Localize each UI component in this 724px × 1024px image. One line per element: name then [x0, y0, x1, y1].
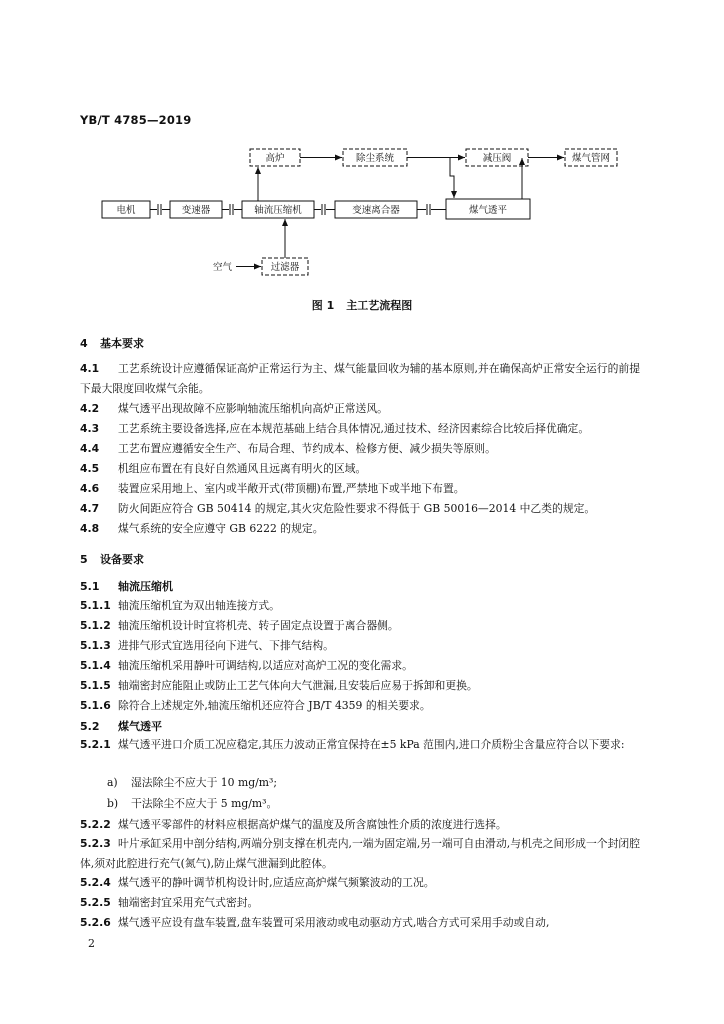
node-motor: [102, 201, 150, 218]
list-label: a): [107, 776, 118, 789]
clause-4-1: [80, 359, 640, 399]
node-clutch-label: 变速离合器: [352, 205, 400, 216]
node-variable-speed-clutch: [335, 201, 417, 218]
clause-5-1-1: [80, 596, 640, 616]
clause-text: 除符合上述规定外,轴流压缩机还应符合 JB/T 4359 的相关要求。: [118, 699, 431, 712]
node-prv-label: 减压阀: [482, 153, 512, 164]
clause-number: 5.1.4: [80, 659, 111, 672]
clause-number: 5.1.5: [80, 679, 111, 692]
page-number: 2: [88, 937, 95, 950]
section-5-heading: [80, 551, 144, 567]
section-number: 5: [80, 553, 88, 566]
clause-5-2-3: [80, 834, 640, 874]
node-dust-removal: [343, 149, 407, 166]
process-flow-diagram: [0, 0, 724, 290]
clause-text: 煤气透平零部件的材料应根据高炉煤气的温度及所含腐蚀性介质的浓度进行选择。: [118, 818, 507, 831]
subsection-number: 5.2: [80, 720, 100, 733]
node-gas-network: [565, 149, 617, 166]
clause-text: 煤气系统的安全应遵守 GB 6222 的规定。: [118, 522, 324, 535]
clause-4-2: [80, 399, 640, 419]
clause-number: 4.3: [80, 422, 100, 435]
clause-text: 煤气透平进口介质工况应稳定,其压力波动正常宜保持在±5 kPa 范围内,进口介质粉尘含量应符合以下要求:: [118, 738, 625, 751]
clause-5-2-6: [80, 913, 640, 933]
node-motor-label: 电机: [116, 205, 136, 216]
clause-4-7: [80, 499, 640, 519]
clause-number: 5.1.3: [80, 639, 111, 652]
clause-number: 4.5: [80, 462, 100, 475]
clause-number: 5.1.2: [80, 619, 111, 632]
clause-text: 轴流压缩机设计时宜将机壳、转子固定点设置于离合器侧。: [118, 619, 399, 632]
clause-number: 5.2.5: [80, 896, 111, 909]
clause-4-6: [80, 479, 640, 499]
clause-number: 4.6: [80, 482, 100, 495]
clause-number: 5.2.4: [80, 876, 111, 889]
subsection-title: 煤气透平: [118, 720, 162, 733]
clause-number: 5.1.6: [80, 699, 111, 712]
subsection-5-1-heading: [80, 578, 173, 594]
section-4-heading: [80, 335, 144, 351]
subsection-title: 轴流压缩机: [118, 580, 173, 593]
clause-text: 煤气透平应设有盘车装置,盘车装置可采用液动或电动驱动方式,啮合方式可采用手动或自动,: [118, 916, 550, 929]
clause-text: 煤气透平的静叶调节机构设计时,应适应高炉煤气频繁波动的工况。: [118, 876, 435, 889]
clause-4-3: [80, 419, 640, 439]
clause-4-8: [80, 519, 640, 539]
clause-text: 煤气透平出现故障不应影响轴流压缩机向高炉正常送风。: [118, 402, 388, 415]
clause-number: 5.2.6: [80, 916, 111, 929]
dust-requirement-b: [107, 796, 277, 811]
clause-number: 4.1: [80, 362, 100, 375]
node-gas-network-label: 煤气管网: [571, 153, 611, 164]
clause-text: 叶片承缸采用中剖分结构,两端分别支撑在机壳内,一端为固定端,另一端可自由滑动,与机壳之间形成一个封闭腔体,须对此腔进行充气(氮气),防止煤气泄漏到此腔体。: [80, 837, 640, 870]
node-gearbox: [170, 201, 222, 218]
node-gas-blower: [446, 199, 530, 219]
clause-number: 4.2: [80, 402, 100, 415]
clause-text: 轴端密封应能阻止或防止工艺气体向大气泄漏,且安装后应易于拆卸和更换。: [118, 679, 478, 692]
clause-text: 工艺系统设计应遵循保证高炉正常运行为主、煤气能量回收为辅的基本原则,并在确保高炉正常安全运行的前提下最大限度回收煤气余能。: [80, 362, 640, 395]
clause-text: 进排气形式宜选用径向下进气、下排气结构。: [118, 639, 334, 652]
section-title: 设备要求: [100, 553, 144, 566]
clause-number: 5.2.2: [80, 818, 111, 831]
document-code-header: YB/T 4785—2019: [80, 113, 192, 127]
clause-4-5: [80, 459, 640, 479]
node-blast-furnace: [250, 149, 300, 166]
clause-text: 防火间距应符合 GB 50414 的规定,其火灾危险性要求不得低于 GB 50016—2014 中乙类的规定。: [118, 502, 596, 515]
node-blast-furnace-label: 高炉: [265, 153, 285, 164]
figure-caption: [0, 297, 724, 313]
clause-5-1-4: [80, 656, 640, 676]
clause-text: 轴流压缩机采用静叶可调结构,以适应对高炉工况的变化需求。: [118, 659, 413, 672]
figure-number: 图 1: [311, 299, 335, 312]
list-text: 湿法除尘不应大于 10 mg/m³;: [131, 776, 277, 789]
list-text: 干法除尘不应大于 5 mg/m³。: [131, 797, 278, 810]
subsection-number: 5.1: [80, 580, 100, 593]
node-gas-blower-label: 煤气透平: [468, 205, 508, 216]
section-number: 4: [80, 337, 88, 350]
node-dust-removal-label: 除尘系统: [355, 153, 395, 164]
clause-number: 5.2.1: [80, 738, 111, 751]
clause-5-1-6: [80, 696, 640, 716]
node-gearbox-label: 变速器: [181, 205, 211, 216]
node-axial-compressor-label: 轴流压缩机: [254, 205, 302, 216]
clause-number: 5.1.1: [80, 599, 111, 612]
node-axial-compressor: [242, 201, 314, 218]
clause-text: 装置应采用地上、室内或半敞开式(带顶棚)布置,严禁地下或半地下布置。: [118, 482, 465, 495]
clause-text: 机组应布置在有良好自然通风且远离有明火的区域。: [118, 462, 367, 475]
clause-5-1-3: [80, 636, 640, 656]
clause-5-1-2: [80, 616, 640, 636]
clause-5-2-4: [80, 873, 640, 893]
clause-number: 4.4: [80, 442, 100, 455]
clause-text: 轴流压缩机宜为双出轴连接方式。: [118, 599, 280, 612]
list-label: b): [107, 797, 119, 810]
figure-title: 主工艺流程图: [346, 299, 413, 312]
clause-5-2-5: [80, 893, 640, 913]
clause-text: 工艺系统主要设备选择,应在本规范基础上结合具体情况,通过技术、经济因素综合比较后择优确定。: [118, 422, 590, 435]
node-pressure-reducing-valve: [466, 149, 528, 166]
subsection-5-2-heading: [80, 718, 162, 734]
clause-number: 4.8: [80, 522, 100, 535]
clause-4-4: [80, 439, 640, 459]
clause-number: 5.2.3: [80, 837, 111, 850]
node-filter-label: 过滤器: [270, 262, 300, 273]
clause-5-2-1: [80, 735, 640, 755]
clause-5-2-2: [80, 815, 640, 835]
label-air: 空气: [213, 262, 233, 273]
clause-text: 轴端密封宜采用充气式密封。: [118, 896, 259, 909]
clause-number: 4.7: [80, 502, 100, 515]
dust-requirement-a: [107, 775, 277, 790]
section-title: 基本要求: [100, 337, 144, 350]
clause-text: 工艺布置应遵循安全生产、布局合理、节约成本、检修方便、减少损失等原则。: [118, 442, 496, 455]
node-filter: [262, 258, 308, 275]
clause-5-1-5: [80, 676, 640, 696]
